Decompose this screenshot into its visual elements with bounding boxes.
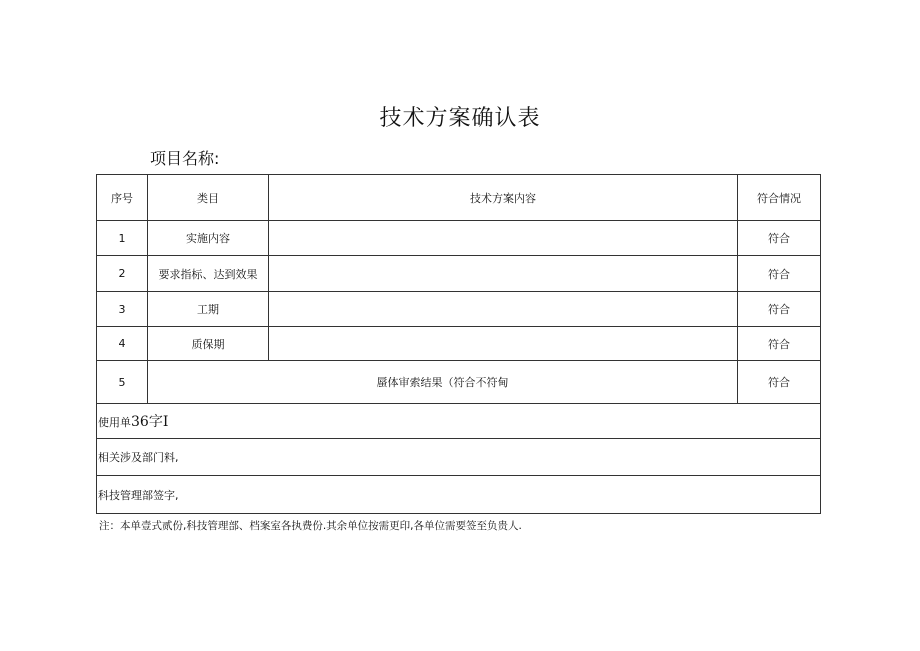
usage-number: 36 <box>131 414 149 430</box>
row-compliance: 符合 <box>738 292 821 327</box>
project-name-label: 项目名称: <box>150 149 220 168</box>
row-no: 3 <box>97 292 148 327</box>
row-content <box>269 292 738 327</box>
table-header-row <box>97 175 821 221</box>
row-compliance: 符合 <box>738 327 821 361</box>
related-dept-row <box>97 439 821 476</box>
summary-no: 5 <box>97 361 148 404</box>
header-compliance: 符合情况 <box>738 175 821 221</box>
row-category: 要求指标、达到效果 <box>148 256 269 292</box>
usage-prefix: 使用单 <box>98 416 131 429</box>
table-row <box>97 256 821 292</box>
footnote: 注：本单壹式贰份,科技管理部、档案室各执费份.其余单位按需更印,各单位需要签至负贵人. <box>99 520 522 532</box>
table-row <box>97 221 821 256</box>
row-no: 2 <box>97 256 148 292</box>
page-title: 技术方案确认表 <box>379 106 541 131</box>
row-compliance: 符合 <box>738 221 821 256</box>
row-no: 1 <box>97 221 148 256</box>
usage-suffix: 字I <box>148 414 169 430</box>
tech-dept-sign-field: 科技管理部签字, <box>97 476 821 514</box>
header-category: 类目 <box>148 175 269 221</box>
row-no: 4 <box>97 327 148 361</box>
tech-dept-sign-row <box>97 476 821 514</box>
header-content: 技术方案内容 <box>269 175 738 221</box>
row-category: 实施内容 <box>148 221 269 256</box>
confirmation-table <box>96 174 821 514</box>
related-dept-field: 相关涉及部门料, <box>97 439 821 476</box>
table-row <box>97 292 821 327</box>
summary-row <box>97 361 821 404</box>
row-compliance: 符合 <box>738 256 821 292</box>
row-category: 质保期 <box>148 327 269 361</box>
row-category: 工期 <box>148 292 269 327</box>
summary-label: 蜃体审索结果（符合不符甸 <box>148 361 738 404</box>
usage-unit-field <box>97 404 821 439</box>
table-row <box>97 327 821 361</box>
summary-compliance: 符合 <box>738 361 821 404</box>
header-no: 序号 <box>97 175 148 221</box>
usage-unit-row <box>97 404 821 439</box>
row-content <box>269 221 738 256</box>
row-content <box>269 327 738 361</box>
row-content <box>269 256 738 292</box>
